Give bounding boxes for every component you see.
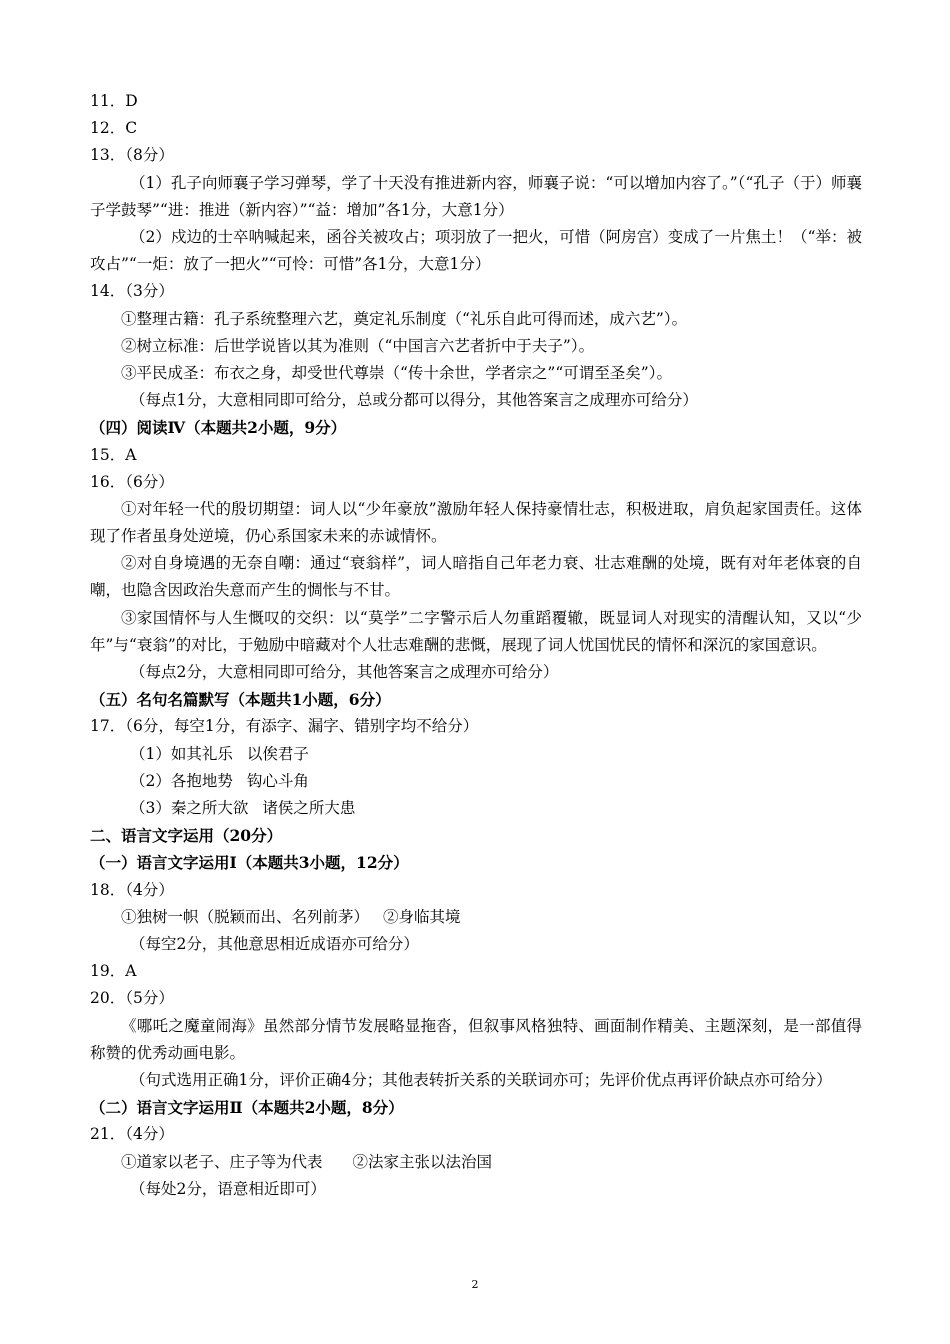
answer-q16-heading: 16．（6分） [90,472,174,491]
answer-q13-part1: （1）孔子向师襄子学习弹琴，学了十天没有推进新内容，师襄子说：“可以增加内容了。”（“孔子（于）师襄子学鼓琴”“进：推进（新内容）”“益：增加”各1分，大意1分） [90,173,862,219]
part2-heading: 二、语言文字运用（20分） [90,826,283,846]
answer-q16-point2: ②对自身境遇的无奈自嘲：通过“衰翁样”，词人暗指自己年老力衰、壮志难酬的处境，既有对年老体衰的自嘲，也隐含因政治失意而产生的惆怅与不甘。 [90,554,862,600]
answer-q14-note: （每点1分，大意相同即可给分，总或分都可以得分，其他答案言之成理亦可给分） [130,391,698,410]
answer-key-page [90,88,862,1203]
answer-q19: 19．A [90,962,137,981]
section-reading-4-heading: （四）阅读Ⅳ（本题共2小题，9分） [90,418,347,438]
answer-q16-note: （每点2分，大意相同即可给分，其他答案言之成理亦可给分） [130,663,559,682]
answer-q14-point2: ②树立标准：后世学说皆以其为准则（“中国言六艺者折中于夫子”）。 [121,336,595,355]
section-recitation-heading: （五）名句名篇默写（本题共1小题，6分） [90,690,391,710]
answer-q21-items [90,1149,862,1176]
answer-q14-point1: ①整理古籍：孔子系统整理六艺，奠定礼乐制度（“礼乐自此可得而述，成六艺”）。 [121,309,688,328]
answer-q17-item1-b: 以俟君子 [246,744,309,763]
answer-q20-sentence: 《哪吒之魔童闹海》虽然部分情节发展略显拖沓，但叙事风格独特、画面制作精美、主题深刻，是一部值得称赞的优秀动画电影。 [90,1016,862,1062]
page-number: 2 [471,1278,479,1291]
answer-q17-item2-b: 钩心斗角 [246,771,309,790]
part2-section1-heading: （一）语言文字运用Ⅰ（本题共3小题，12分） [90,853,409,873]
answer-q17-item3-b: 诸侯之所大患 [262,799,356,818]
answer-q13-heading: 13．（8分） [90,146,174,165]
answer-q21-note: （每处2分，语意相近即可） [130,1179,326,1198]
answer-q17-heading: 17．（6分，每空1分，有添字、漏字、错别字均不给分） [90,717,479,736]
answer-q11: 11．D [90,92,138,110]
answer-q18-items [90,904,862,931]
answer-q17-item3 [90,795,862,822]
answer-q12: 12．C [90,119,138,138]
answer-q20-note: （句式选用正确1分，评价正确4分；其他表转折关系的关联词亦可；先评价优点再评价缺点亦可给分） [130,1070,832,1089]
answer-q17-item1 [90,741,862,768]
answer-q18-b: ②身临其境 [383,907,461,926]
answer-q21-b: ②法家主张以法治国 [352,1152,493,1171]
answer-q18-heading: 18．（4分） [90,880,174,899]
answer-q21-heading: 21．（4分） [90,1125,174,1144]
answer-q21-a: ①道家以老子、庄子等为代表 [121,1152,323,1171]
answer-q16-point1: ①对年轻一代的殷切期望：词人以“少年豪放”激励年轻人保持豪情壮志，积极进取，肩负起家国责任。这体现了作者虽身处逆境，仍心系国家未来的赤诚情怀。 [90,499,862,546]
answer-q18-a: ①独树一帜（脱颖而出、名列前茅） [121,907,370,926]
answer-q20-heading: 20．（5分） [90,989,174,1008]
answer-q13-part2: （2）戍边的士卒呐喊起来，函谷关被攻占；项羽放了一把火，可惜（阿房宫）变成了一片焦土！（“举：被攻占”“一炬：放了一把火”“可怜：可惜”各1分，大意1分） [90,227,862,274]
answer-q17-item2 [90,768,862,795]
answer-q17-item2-a: （2）各抱地势 [130,771,233,790]
answer-q17-item1-a: （1）如其礼乐 [130,744,233,763]
answer-q15: 15．A [90,445,137,464]
answer-q14-heading: 14．（3分） [90,282,174,301]
answer-q16-point3: ③家国情怀与人生慨叹的交织：以“莫学”二字警示后人勿重蹈覆辙，既显词人对现实的清醒认知，又以“少年”与“衰翁”的对比，于勉励中暗藏对个人壮志难酬的悲慨，展现了词人忧国忧民的情怀和深沉的家国意识。 [90,608,862,654]
answer-q14-point3: ③平民成圣：布衣之身，却受世代尊崇（“传十余世，学者宗之”“可谓至圣矣”）。 [121,363,672,382]
answer-q18-note: （每空2分，其他意思相近成语亦可给分） [130,934,419,953]
answer-q17-item3-a: （3）秦之所大欲 [130,799,249,818]
part2-section2-heading: （二）语言文字运用Ⅱ（本题共2小题，8分） [90,1098,404,1118]
